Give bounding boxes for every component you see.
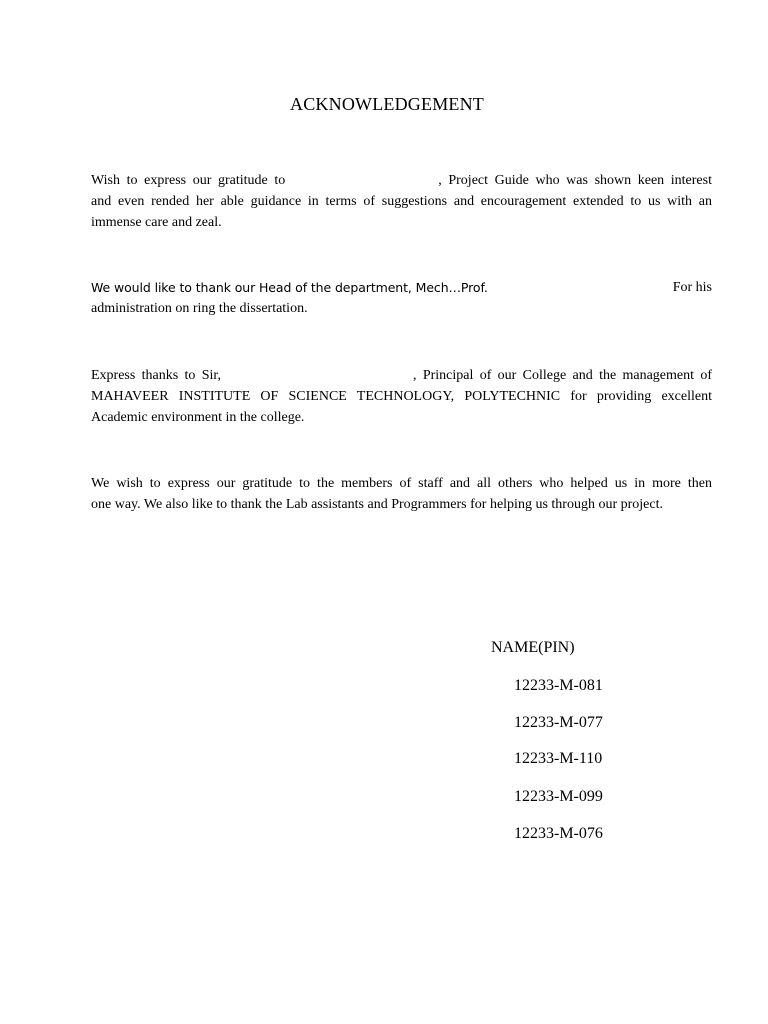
paragraph-line: MAHAVEER INSTITUTE OF SCIENCE TECHNOLOGY, POLYTECHNIC for providing excellent (91, 389, 712, 404)
paragraph-line: We wish to express our gratitude to the members of staff and all others who helped us in more then (91, 476, 712, 491)
pin-number: 12233-M-077 (514, 714, 603, 731)
paragraph-line: administration on ring the dissertation. (91, 301, 308, 316)
paragraph-line: Academic environment in the college. (91, 410, 305, 425)
signature-header: NAME(PIN) (491, 639, 575, 656)
paragraph-line: Express thanks to Sir, , Principal of our College and the management of (91, 368, 713, 383)
page-title: ACKNOWLEDGEMENT (290, 94, 484, 114)
paragraph-line: and even rended her able guidance in terms of suggestions and encouragement extended to us with an (91, 194, 712, 209)
pin-number: 12233-M-076 (514, 825, 603, 842)
paragraph-staff-thanks (91, 473, 712, 515)
paragraph-guide-thanks (91, 170, 712, 233)
paragraph-line: immense care and zeal. (91, 215, 222, 230)
pin-number: 12233-M-110 (514, 750, 603, 767)
paragraph-line: Wish to express our gratitude to , Project Guide who was shown keen interest (91, 173, 712, 188)
paragraph-line: We would like to thank our Head of the department, Mech…Prof. For his (91, 280, 712, 295)
paragraph-line: one way. We also like to thank the Lab assistants and Programmers for helping us through our project. (91, 497, 663, 512)
paragraph-hod-thanks (91, 277, 712, 319)
paragraph-principal-thanks (91, 365, 712, 428)
pin-number: 12233-M-081 (514, 677, 603, 694)
pin-number: 12233-M-099 (514, 788, 603, 805)
